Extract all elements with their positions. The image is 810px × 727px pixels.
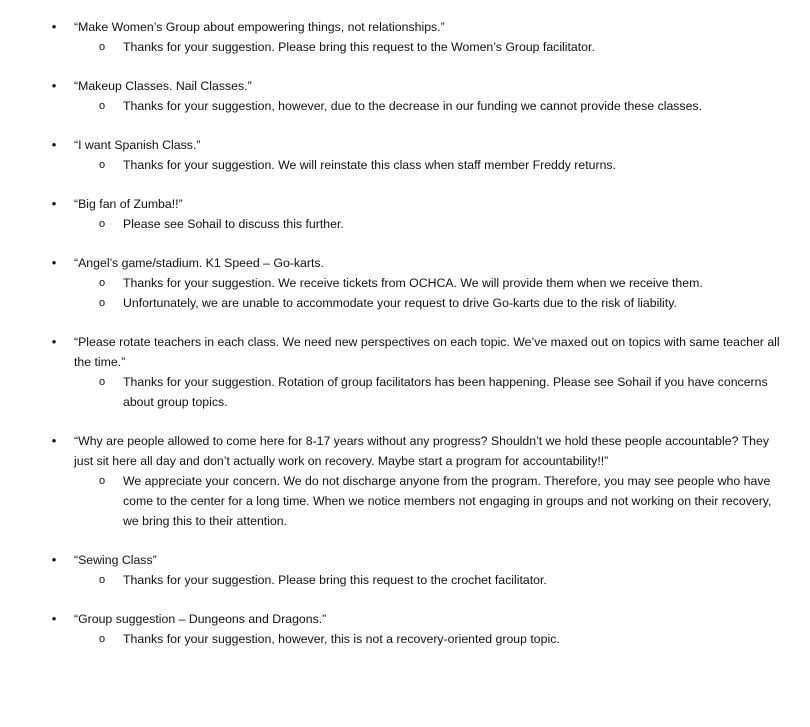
suggestion-quote: “Group suggestion – Dungeons and Dragons.” bbox=[74, 612, 327, 626]
response-list bbox=[74, 155, 790, 175]
hollow-bullet-icon: o bbox=[98, 475, 106, 487]
suggestion-quote: “I want Spanish Class.” bbox=[74, 138, 201, 152]
response-item bbox=[74, 214, 790, 234]
response-list bbox=[74, 96, 790, 116]
suggestion-item bbox=[0, 550, 790, 590]
suggestion-item bbox=[0, 194, 790, 234]
bullet-icon: • bbox=[51, 137, 57, 152]
bullet-icon: • bbox=[51, 552, 57, 567]
suggestion-item bbox=[0, 17, 790, 57]
response-item bbox=[74, 570, 790, 590]
hollow-bullet-icon: o bbox=[98, 277, 106, 289]
suggestion-item bbox=[0, 431, 790, 531]
response-text: Thanks for your suggestion, however, this is not a recovery-oriented group topic. bbox=[123, 632, 560, 646]
suggestion-quote: “Why are people allowed to come here for 8-17 years without any progress? Shouldn’t we hold these people accountable? They just sit here all day and don’t actually work on recovery. Maybe start a program for accountability!!” bbox=[74, 434, 769, 468]
suggestion-quote: “Makeup Classes. Nail Classes.” bbox=[74, 79, 252, 93]
response-text: Thanks for your suggestion. Please bring this request to the Women’s Group facilitator. bbox=[123, 40, 595, 54]
response-item bbox=[74, 471, 790, 531]
suggestion-item bbox=[0, 253, 790, 313]
response-item bbox=[74, 629, 790, 649]
response-text: Please see Sohail to discuss this further. bbox=[123, 217, 344, 231]
hollow-bullet-icon: o bbox=[98, 41, 106, 53]
response-item bbox=[74, 293, 790, 313]
response-item bbox=[74, 155, 790, 175]
bullet-icon: • bbox=[51, 19, 57, 34]
suggestion-quote: “Sewing Class” bbox=[74, 553, 157, 567]
suggestion-quote: “Please rotate teachers in each class. We need new perspectives on each topic. We’ve maxed out on topics with same teacher all the time.” bbox=[74, 335, 780, 369]
response-item bbox=[74, 372, 790, 412]
response-text: Thanks for your suggestion, however, due to the decrease in our funding we cannot provide these classes. bbox=[123, 99, 702, 113]
response-list bbox=[74, 214, 790, 234]
bullet-icon: • bbox=[51, 196, 57, 211]
response-list bbox=[74, 37, 790, 57]
response-item bbox=[74, 37, 790, 57]
hollow-bullet-icon: o bbox=[98, 633, 106, 645]
response-list bbox=[74, 570, 790, 590]
bullet-icon: • bbox=[51, 334, 57, 349]
hollow-bullet-icon: o bbox=[98, 218, 106, 230]
hollow-bullet-icon: o bbox=[98, 100, 106, 112]
suggestion-item bbox=[0, 609, 790, 649]
bullet-icon: • bbox=[51, 611, 57, 626]
suggestion-list bbox=[0, 17, 790, 649]
response-item bbox=[74, 96, 790, 116]
hollow-bullet-icon: o bbox=[98, 159, 106, 171]
response-list bbox=[74, 471, 790, 531]
response-text: Unfortunately, we are unable to accommodate your request to drive Go-karts due to the risk of liability. bbox=[123, 296, 677, 310]
response-text: Thanks for your suggestion. Rotation of group facilitators has been happening. Please see Sohail if you have concerns about group topics. bbox=[123, 375, 768, 409]
response-item bbox=[74, 273, 790, 293]
suggestion-quote: “Angel’s game/stadium. K1 Speed – Go-karts. bbox=[74, 256, 324, 270]
response-text: Thanks for your suggestion. Please bring this request to the crochet facilitator. bbox=[123, 573, 547, 587]
bullet-icon: • bbox=[51, 255, 57, 270]
bullet-icon: • bbox=[51, 433, 57, 448]
bullet-icon: • bbox=[51, 78, 57, 93]
suggestion-item bbox=[0, 76, 790, 116]
response-list bbox=[74, 273, 790, 313]
hollow-bullet-icon: o bbox=[98, 376, 106, 388]
response-text: Thanks for your suggestion. We will reinstate this class when staff member Freddy returns. bbox=[123, 158, 616, 172]
response-text: Thanks for your suggestion. We receive tickets from OCHCA. We will provide them when we receive them. bbox=[123, 276, 703, 290]
hollow-bullet-icon: o bbox=[98, 574, 106, 586]
suggestion-quote: “Make Women’s Group about empowering things, not relationships.” bbox=[74, 20, 445, 34]
hollow-bullet-icon: o bbox=[98, 297, 106, 309]
suggestion-quote: “Big fan of Zumba!!” bbox=[74, 197, 183, 211]
response-list bbox=[74, 629, 790, 649]
response-list bbox=[74, 372, 790, 412]
suggestion-item bbox=[0, 332, 790, 412]
suggestion-item bbox=[0, 135, 790, 175]
response-text: We appreciate your concern. We do not discharge anyone from the program. Therefore, you may see people who have come to the center for a long time. When we notice members not engaging in groups and not working on their recovery, we bring this to their attention. bbox=[123, 474, 772, 528]
